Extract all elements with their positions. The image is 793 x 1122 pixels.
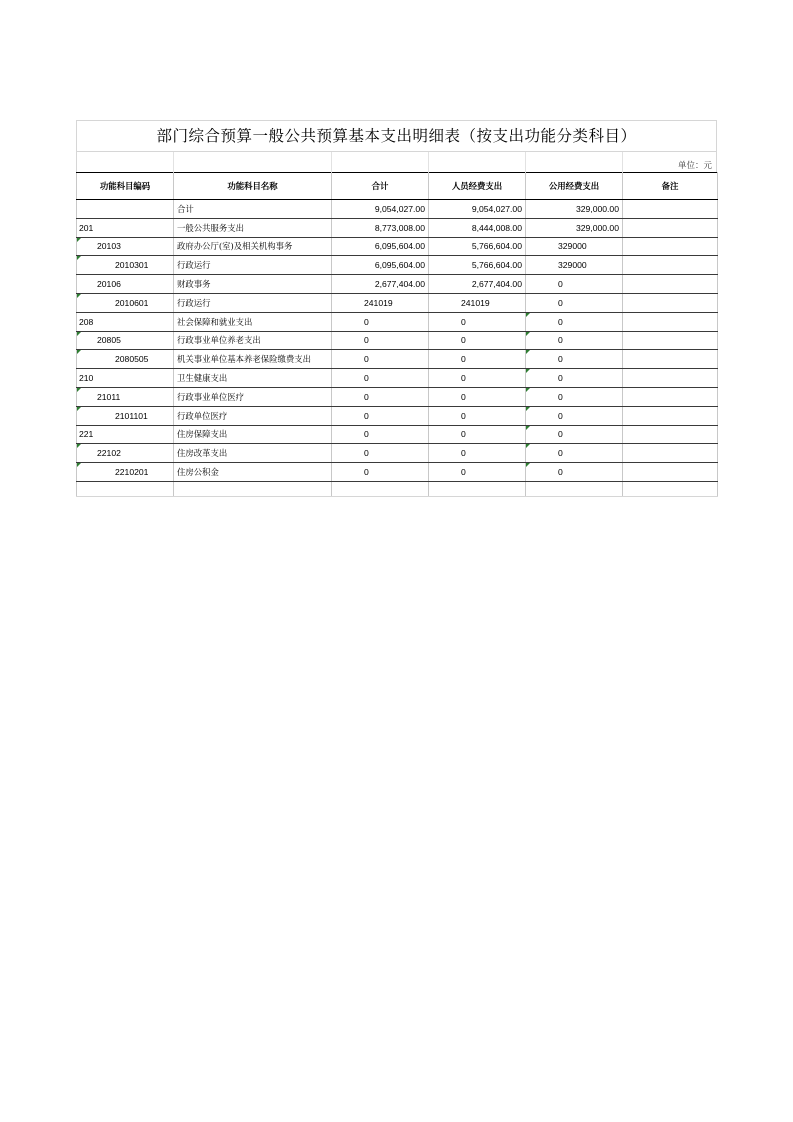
- cell-total: 8,773,008.00: [332, 218, 429, 237]
- cell-public: 329,000.00: [526, 218, 623, 237]
- table-row: [77, 275, 718, 294]
- table-row: [77, 463, 718, 482]
- cell-name: 行政事业单位医疗: [174, 387, 332, 406]
- cell-name: 卫生健康支出: [174, 369, 332, 388]
- cell-code: 22102: [77, 444, 174, 463]
- cell-name: 行政运行: [174, 256, 332, 275]
- cell-public: 0: [526, 406, 623, 425]
- cell-personnel: 0: [429, 369, 526, 388]
- empty-cell: [623, 481, 718, 496]
- cell-public: 329,000.00: [526, 200, 623, 219]
- cell-total: 6,095,604.00: [332, 256, 429, 275]
- cell-code: 201: [77, 218, 174, 237]
- cell-remark: [623, 275, 718, 294]
- sheet-title: 部门综合预算一般公共预算基本支出明细表（按支出功能分类科目）: [76, 120, 717, 151]
- cell-personnel: 0: [429, 463, 526, 482]
- cell-remark: [623, 350, 718, 369]
- cell-remark: [623, 331, 718, 350]
- empty-cell: [77, 481, 174, 496]
- table-row: [77, 406, 718, 425]
- cell-personnel: 0: [429, 331, 526, 350]
- cell-total: 0: [332, 312, 429, 331]
- header-total: 合计: [332, 173, 429, 200]
- cell-remark: [623, 312, 718, 331]
- cell-total: 0: [332, 425, 429, 444]
- header-name: 功能科目名称: [174, 173, 332, 200]
- table-row: [77, 256, 718, 275]
- cell-remark: [623, 387, 718, 406]
- cell-name: 政府办公厅(室)及相关机构事务: [174, 237, 332, 256]
- cell-public: 0: [526, 331, 623, 350]
- cell-name: 社会保障和就业支出: [174, 312, 332, 331]
- cell-code: 221: [77, 425, 174, 444]
- empty-row: [77, 481, 718, 496]
- cell-remark: [623, 406, 718, 425]
- cell-total: 0: [332, 387, 429, 406]
- table-row: [77, 200, 718, 219]
- cell-code: 2101101: [77, 406, 174, 425]
- table-row: [77, 444, 718, 463]
- cell-public: 0: [526, 312, 623, 331]
- cell-code: 21011: [77, 387, 174, 406]
- cell-personnel: 0: [429, 406, 526, 425]
- table-row: [77, 293, 718, 312]
- cell-total: 0: [332, 350, 429, 369]
- cell-name: 合计: [174, 200, 332, 219]
- cell-personnel: 5,766,604.00: [429, 256, 526, 275]
- header-code: 功能科目编码: [77, 173, 174, 200]
- cell-total: 241019: [332, 293, 429, 312]
- cell-name: 住房改革支出: [174, 444, 332, 463]
- cell-remark: [623, 444, 718, 463]
- table-row: [77, 218, 718, 237]
- unit-label: 单位：元: [677, 161, 712, 171]
- cell-total: 0: [332, 369, 429, 388]
- table-row: [77, 425, 718, 444]
- cell-public: 0: [526, 369, 623, 388]
- cell-public: 329000: [526, 256, 623, 275]
- cell-personnel: 0: [429, 425, 526, 444]
- cell-remark: [623, 369, 718, 388]
- unit-row: [76, 151, 717, 172]
- cell-public: 0: [526, 275, 623, 294]
- cell-total: 0: [332, 406, 429, 425]
- header-personnel: 人员经费支出: [429, 173, 526, 200]
- cell-remark: [623, 200, 718, 219]
- empty-cell: [429, 481, 526, 496]
- cell-total: 2,677,404.00: [332, 275, 429, 294]
- table-row: [77, 312, 718, 331]
- header-public: 公用经费支出: [526, 173, 623, 200]
- cell-public: 0: [526, 293, 623, 312]
- cell-name: 行政事业单位养老支出: [174, 331, 332, 350]
- cell-code: 208: [77, 312, 174, 331]
- empty-cell: [526, 481, 623, 496]
- cell-personnel: 0: [429, 387, 526, 406]
- table-row: [77, 237, 718, 256]
- cell-public: 0: [526, 387, 623, 406]
- cell-remark: [623, 293, 718, 312]
- cell-personnel: 0: [429, 312, 526, 331]
- cell-total: 9,054,027.00: [332, 200, 429, 219]
- cell-personnel: 8,444,008.00: [429, 218, 526, 237]
- cell-public: 329000: [526, 237, 623, 256]
- table-row: [77, 387, 718, 406]
- cell-total: 0: [332, 444, 429, 463]
- cell-personnel: 2,677,404.00: [429, 275, 526, 294]
- cell-code: 2010301: [77, 256, 174, 275]
- cell-public: 0: [526, 444, 623, 463]
- table-row: [77, 350, 718, 369]
- cell-personnel: 241019: [429, 293, 526, 312]
- cell-total: 0: [332, 331, 429, 350]
- cell-public: 0: [526, 425, 623, 444]
- cell-code: 2080505: [77, 350, 174, 369]
- expenditure-table: [76, 172, 718, 497]
- cell-public: 0: [526, 463, 623, 482]
- cell-remark: [623, 425, 718, 444]
- cell-remark: [623, 218, 718, 237]
- cell-name: 住房保障支出: [174, 425, 332, 444]
- cell-personnel: 0: [429, 444, 526, 463]
- budget-sheet: [76, 120, 717, 497]
- table-row: [77, 331, 718, 350]
- empty-cell: [174, 481, 332, 496]
- cell-code: 20106: [77, 275, 174, 294]
- cell-code: 2010601: [77, 293, 174, 312]
- empty-cell: [332, 481, 429, 496]
- table-header-row: [77, 173, 718, 200]
- cell-code: 210: [77, 369, 174, 388]
- table-row: [77, 369, 718, 388]
- cell-name: 行政单位医疗: [174, 406, 332, 425]
- cell-total: 0: [332, 463, 429, 482]
- cell-code: 20805: [77, 331, 174, 350]
- cell-code: 2210201: [77, 463, 174, 482]
- cell-remark: [623, 463, 718, 482]
- cell-code: 20103: [77, 237, 174, 256]
- cell-name: 住房公积金: [174, 463, 332, 482]
- cell-code: [77, 200, 174, 219]
- cell-personnel: 9,054,027.00: [429, 200, 526, 219]
- cell-remark: [623, 256, 718, 275]
- cell-personnel: 5,766,604.00: [429, 237, 526, 256]
- cell-personnel: 0: [429, 350, 526, 369]
- cell-name: 财政事务: [174, 275, 332, 294]
- cell-public: 0: [526, 350, 623, 369]
- cell-name: 行政运行: [174, 293, 332, 312]
- cell-total: 6,095,604.00: [332, 237, 429, 256]
- header-remark: 备注: [623, 173, 718, 200]
- cell-name: 一般公共服务支出: [174, 218, 332, 237]
- cell-name: 机关事业单位基本养老保险缴费支出: [174, 350, 332, 369]
- cell-remark: [623, 237, 718, 256]
